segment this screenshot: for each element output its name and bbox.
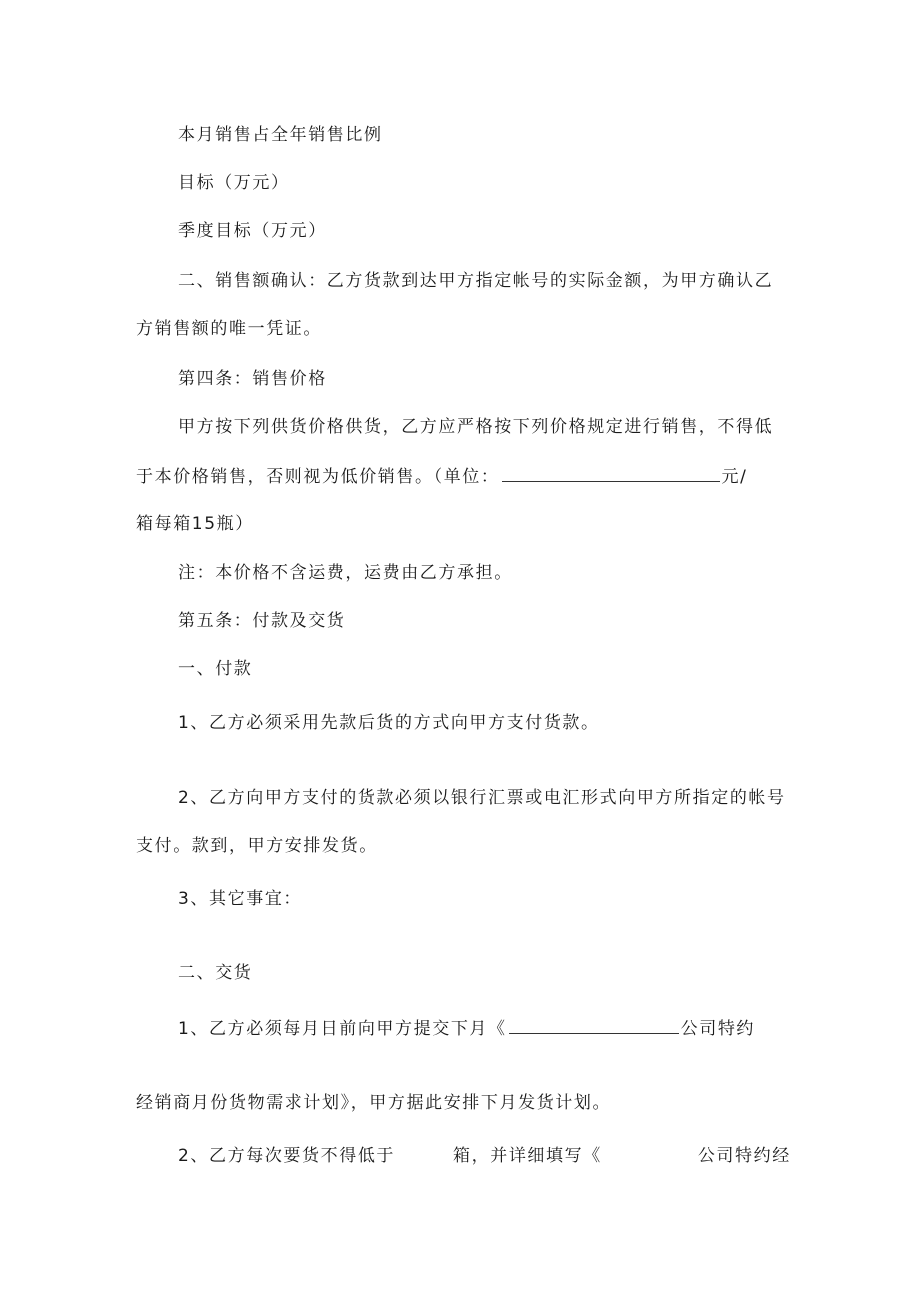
paragraph-price-line1: 甲方按下列供货价格供货，乙方应严格按下列价格规定进行销售，不得低 [178,417,774,437]
delivery-item-2-line1 [178,1145,791,1167]
paragraph-price-line3: 箱每箱15瓶） [136,514,254,534]
unit-price-blank[interactable] [502,465,720,482]
doc-line-quarter-target: 季度目标（万元） [178,221,327,241]
delivery-1-suffix: 公司特约 [680,1019,756,1039]
paragraph-price-line2 [136,465,747,488]
paragraph-sales-confirm-line1: 二、销售额确认：乙方货款到达甲方指定帐号的实际金额，为甲方确认乙 [178,271,774,291]
doc-line-sales-ratio: 本月销售占全年销售比例 [178,125,383,145]
delivery-item-1-line2: 经销商月份货物需求计划》，甲方据此安排下月发货计划。 [136,1093,612,1113]
doc-line-target: 目标（万元） [178,173,290,193]
delivery-1-text: 1、乙方必须每月日前向甲方提交下月《 [178,1019,507,1039]
price-note: 注：本价格不含运费，运费由乙方承担。 [178,563,513,583]
delivery-item-1-line1 [178,1017,755,1040]
section-payment-title: 一、付款 [178,659,253,679]
price-unit-text: 元/ [721,467,748,487]
company-name-blank[interactable] [509,1017,679,1034]
payment-item-1: 1、乙方必须采用先款后货的方式向甲方支付货款。 [178,713,600,733]
payment-item-2-line2: 支付。款到，甲方安排发货。 [136,836,378,856]
paragraph-sales-confirm-line2: 方销售额的唯一凭证。 [136,319,322,339]
delivery-2-suffix: 公司特约经 [697,1146,791,1166]
article-5-title: 第五条：付款及交货 [178,611,346,631]
payment-item-3: 3、其它事宜： [178,889,303,909]
delivery-2-text: 2、乙方每次要货不得低于 [178,1146,396,1166]
delivery-2-mid: 箱，并详细填写《 [453,1146,602,1166]
price-line2-text: 于本价格销售，否则视为低价销售。（单位： [136,467,500,487]
section-delivery-title: 二、交货 [178,963,253,983]
article-4-title: 第四条：销售价格 [178,369,327,389]
payment-item-2-line1: 2、乙方向甲方支付的货款必须以银行汇票或电汇形式向甲方所指定的帐号 [178,788,786,808]
